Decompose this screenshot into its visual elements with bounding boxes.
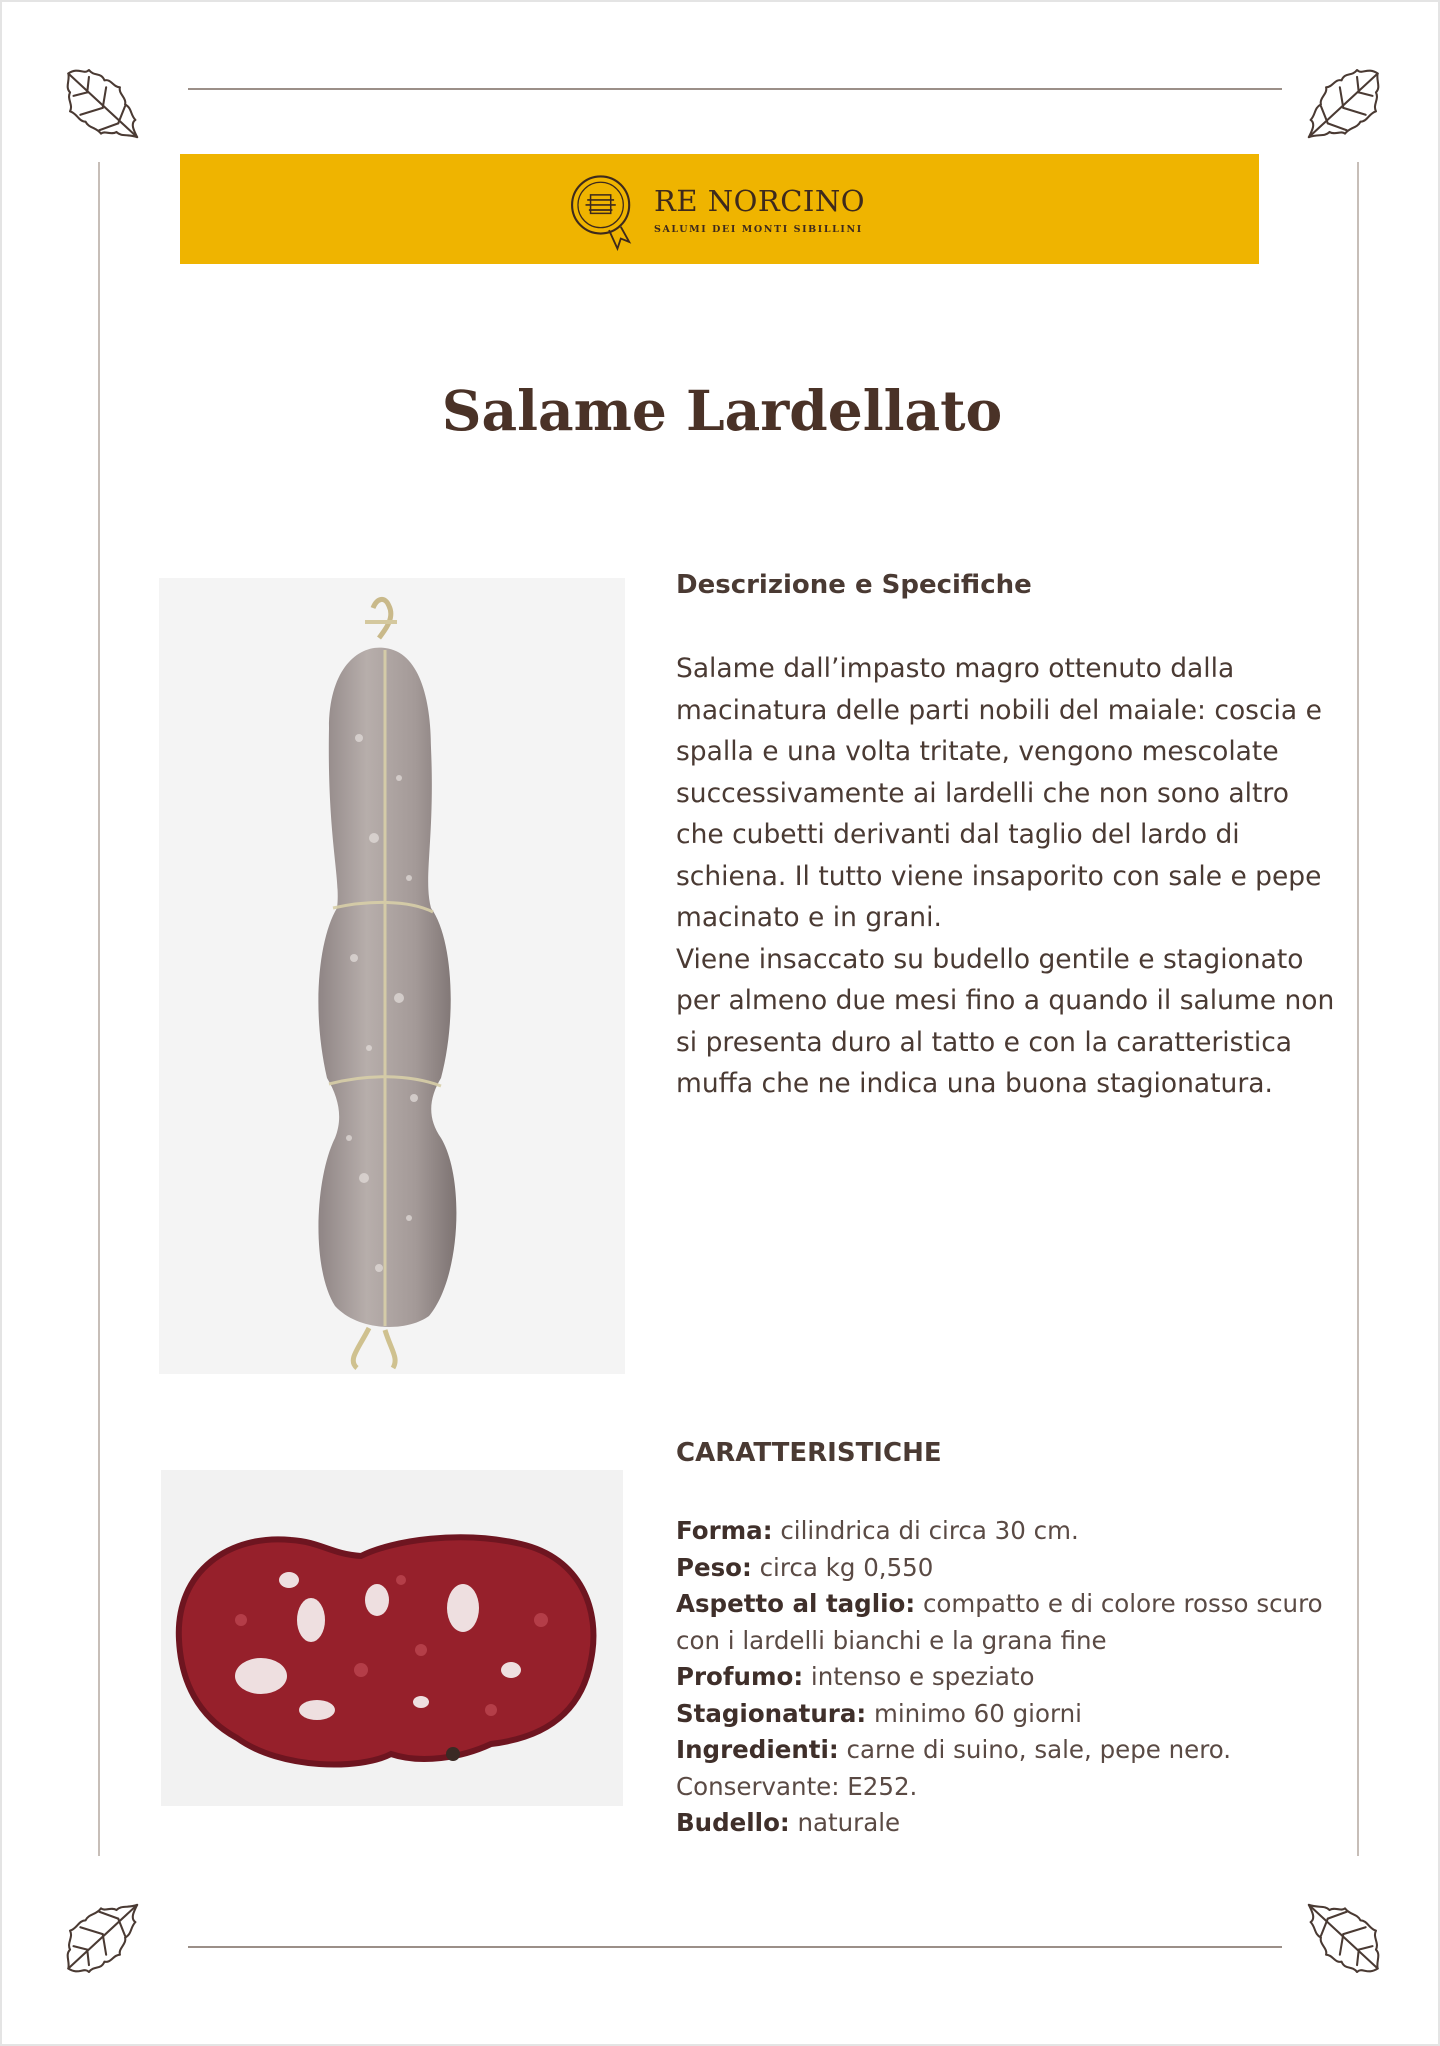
- oak-leaf-icon: [58, 58, 144, 144]
- seal-logo-icon: [562, 168, 646, 252]
- brand-name: RE NORCINO: [654, 184, 866, 218]
- salame-slice-image: [161, 1470, 623, 1806]
- spec-value: naturale: [789, 1808, 901, 1837]
- frame-left-line: [98, 162, 100, 1856]
- spec-row-peso: [676, 1550, 1366, 1587]
- spec-label: Aspetto al taglio:: [676, 1589, 916, 1618]
- spec-value: compatto e di colore rosso scuro con i lardelli bianchi e la grana fine: [676, 1589, 1323, 1655]
- spec-value: intenso e speziato: [803, 1662, 1035, 1691]
- oak-leaf-icon: [1302, 58, 1388, 144]
- frame-bottom-line: [188, 1946, 1282, 1948]
- description-paragraph: Viene insaccato su budello gentile e stagionato per almeno due mesi fino a quando il salume non si presenta duro al tatto e con la caratteristica muffa che ne indica una buona stagionatura.: [676, 943, 1335, 1099]
- description-paragraph: Salame dall’impasto magro ottenuto dalla macinatura delle parti nobili del maiale: coscia e spalla e una volta tritate, vengono mescolate successivamente ai lardelli che non sono altro che cubetti derivanti dal taglio del lardo di schiena. Il tutto viene insaporito con sale e pepe macinato e in grani.: [676, 653, 1322, 933]
- spec-label: Ingredienti:: [676, 1735, 839, 1764]
- spec-row-stagionatura: [676, 1696, 1366, 1733]
- spec-row-conservante: Conservante: E252.: [676, 1771, 918, 1801]
- spec-row-budello: [676, 1805, 1366, 1842]
- spec-value: carne di suino, sale, pepe nero.: [838, 1735, 1232, 1764]
- description-heading: Descrizione e Specifiche: [676, 570, 1032, 600]
- page-title: Salame Lardellato: [441, 378, 1003, 443]
- salame-whole-image: [159, 578, 625, 1374]
- frame-top-line: [188, 88, 1282, 90]
- spec-value: cilindrica di circa 30 cm.: [772, 1516, 1079, 1545]
- oak-leaf-icon: [58, 1898, 144, 1984]
- spec-label: Stagionatura:: [676, 1698, 867, 1728]
- spec-value: circa kg 0,550: [751, 1552, 934, 1582]
- brand-tagline: SALUMI DEI MONTI SIBILLINI: [654, 224, 863, 235]
- spec-label: Profumo:: [676, 1662, 804, 1691]
- oak-leaf-icon: [1302, 1898, 1388, 1984]
- spec-label: Forma:: [676, 1516, 773, 1545]
- spec-label: Budello:: [676, 1808, 790, 1837]
- spec-label: Peso:: [676, 1552, 752, 1582]
- spec-value: minimo 60 giorni: [866, 1698, 1082, 1728]
- characteristics-list: [676, 1513, 1366, 1842]
- description-text: [676, 648, 1336, 1105]
- spec-row-profumo: [676, 1659, 1366, 1696]
- characteristics-heading: CARATTERISTICHE: [676, 1438, 942, 1468]
- spec-row-ingredienti: [676, 1732, 1366, 1769]
- spec-row-aspetto: [676, 1586, 1366, 1659]
- spec-row-forma: [676, 1513, 1366, 1550]
